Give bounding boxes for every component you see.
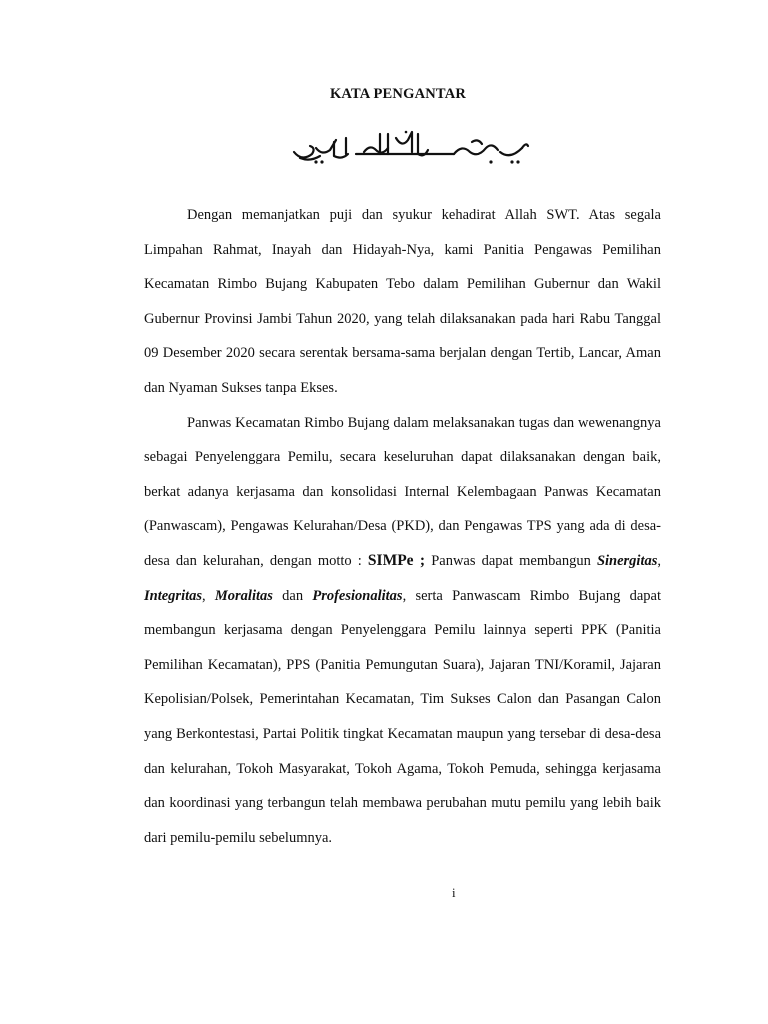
- paragraph-panwas-text-3: , serta Panwascam Rimbo Bujang dapat membangun kerjasama dengan Penyelenggara Pemilu lainnya seperti PPK (Panitia Pemilihan Kecamatan), PPS (Panitia Pemungutan Suara), Jajaran TNI/Koramil, Jajaran Kepolisian/Polsek, Pemerintahan Kecamatan, Tim Sukses Calon dan Pasangan Calon yang Berkontestasi, Partai Politik tingkat Kecamatan maupun yang tersebar di desa-desa dan kelurahan, Tokoh Masyarakat, Tokoh Agama, Tokoh Pemuda, sehingga kerjasama dan koordinasi yang terbangun telah membawa perubahan mutu pemilu yang lebih baik dari pemilu-pemilu sebelumnya.: [144, 587, 662, 846]
- separator-1: ,: [657, 552, 661, 569]
- value-profesionalitas: Profesionalitas: [312, 587, 403, 604]
- page-number: i: [452, 885, 456, 900]
- paragraph-panwas-text-1: Panwas Kecamatan Rimbo Bujang dalam melaksanakan tugas dan wewenangnya sebagai Penyelenggara Pemilu, secara keseluruhan dapat dilaksanakan dengan baik, berkat adanya kerjasama dan konsolidasi Internal Kelembagaan Panwas Kecamatan (Panwascam), Pengawas Kelurahan/Desa (PKD), dan Pengawas TPS yang ada di desa-desa dan kelurahan, dengan motto :: [144, 414, 661, 569]
- document-body: [144, 198, 661, 855]
- basmalah-calligraphy-icon: [286, 128, 534, 168]
- paragraph-opening: Dengan memanjatkan puji dan syukur kehadirat Allah SWT. Atas segala Limpahan Rahmat, Inayah dan Hidayah-Nya, kami Panitia Pengawas Pemilihan Kecamatan Rimbo Bujang Kabupaten Tebo dalam Pemilihan Gubernur dan Wakil Gubernur Provinsi Jambi Tahun 2020, yang telah dilaksanakan pada hari Rabu Tanggal 09 Desember 2020 secara serentak bersama-sama berjalan dengan Tertib, Lancar, Aman dan Nyaman Sukses tanpa Ekses.: [144, 207, 661, 396]
- value-sinergitas: Sinergitas: [596, 552, 658, 569]
- conjunction-dan: dan: [272, 587, 313, 604]
- paragraph-panwas-text-2: Panwas dapat membangun: [425, 552, 597, 569]
- motto-simpe: SIMPe ;: [367, 551, 426, 569]
- paragraph-panwas: [144, 406, 661, 856]
- value-moralitas: Moralitas: [214, 587, 273, 604]
- value-integritas: Integritas: [144, 587, 203, 604]
- separator-2: ,: [202, 587, 215, 604]
- page-title: KATA PENGANTAR: [329, 86, 467, 102]
